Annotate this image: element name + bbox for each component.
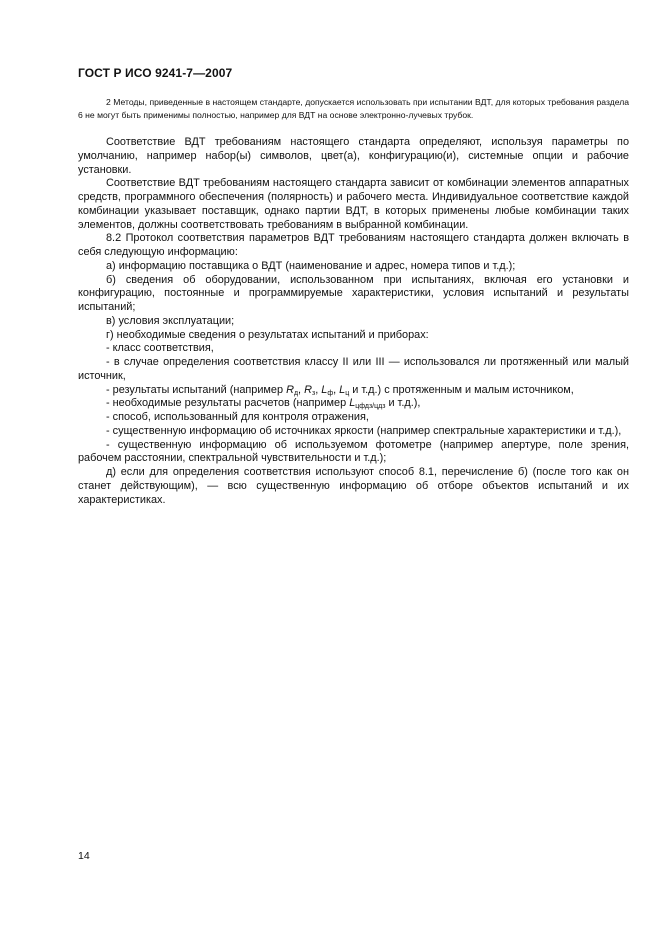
- subscript: з: [311, 389, 316, 397]
- symbol: L: [321, 383, 328, 396]
- symbol: L: [349, 397, 356, 410]
- subscript: цфдз/цдз: [355, 403, 386, 411]
- text: ,: [333, 383, 340, 396]
- text: и т.д.) с протяженным и малым источником,: [349, 383, 574, 396]
- paragraph: Соответствие ВДТ требованиям настоящего стандарта определяют, используя параметры по умолчанию, например набор(ы) символов, цвет(а), конфигурацию(и), системные опции и рабочие установки.: [78, 136, 629, 176]
- list-item: д) если для определения соответствия используют способ 8.1, перечисление б) (после того как он станет действующим), — всю существенную информацию об отборе объектов испытаний и их характеристиках.: [78, 466, 629, 506]
- list-item: - в случае определения соответствия классу II или III — использовался ли протяженный или малый источник,: [78, 356, 629, 382]
- text: - результаты испытаний (например: [106, 383, 287, 396]
- list-item: в) условия эксплуатации;: [106, 314, 235, 327]
- symbol: L: [339, 383, 346, 396]
- list-item-calc: [78, 397, 629, 411]
- page-number: 14: [78, 850, 90, 862]
- list-item-results: [78, 384, 629, 398]
- symbol: R: [304, 383, 312, 396]
- note-text: 2 Методы, приведенные в настоящем стандарте, допускается использовать при испытании ВДТ, для которых требования раздела 6 не могут быть применимы полностью, например для ВДТ на основе электронно-лучевых трубок.: [78, 97, 629, 120]
- note: [78, 96, 629, 121]
- symbol: R: [286, 383, 294, 396]
- text: - необходимые результаты расчетов (например: [106, 397, 350, 410]
- paragraph: Соответствие ВДТ требованиям настоящего стандарта зависит от комбинации элементов аппаратных средств, программного обеспечения (полярность) и рабочего места. Индивидуальное соответствие каждой комбинации указывает поставщик, однако партии ВДТ, в которых применены любые комбинации таких элементов, должны соответствовать требованиям в выбранной комбинации.: [78, 177, 629, 231]
- subscript: д: [293, 389, 299, 397]
- list-item: - класс соответствия,: [106, 342, 214, 355]
- list-item: а) информацию поставщика о ВДТ (наименование и адрес, номера типов и т.д.);: [106, 259, 516, 272]
- text: и т.д.),: [385, 397, 421, 410]
- document-body: [78, 136, 629, 507]
- list-item: г) необходимые сведения о результатах испытаний и приборах:: [106, 328, 429, 341]
- paragraph: 8.2 Протокол соответствия параметров ВДТ требованиям настоящего стандарта должен включать в себя следующую информацию:: [78, 232, 629, 258]
- list-item: - существенную информацию об источниках яркости (например спектральные характеристики и т.д.),: [106, 424, 622, 437]
- list-item: - существенную информацию об используемом фотометре (например апертуре, поле зрения, рабочем расстоянии, спектральной чувствительности и т.д.);: [78, 438, 629, 465]
- text: ,: [315, 383, 322, 396]
- list-item: б) сведения об оборудовании, использованном при испытаниях, включая его установки и конфигурацию, постоянные и программируемые характеристики, условия испытаний и результаты испытаний;: [78, 273, 629, 313]
- subscript: ф: [327, 389, 334, 397]
- list-item: - способ, использованный для контроля отражения,: [106, 411, 369, 423]
- document-header: ГОСТ Р ИСО 9241-7—2007: [78, 66, 233, 80]
- subscript: ц: [345, 389, 350, 397]
- text: ,: [298, 383, 305, 396]
